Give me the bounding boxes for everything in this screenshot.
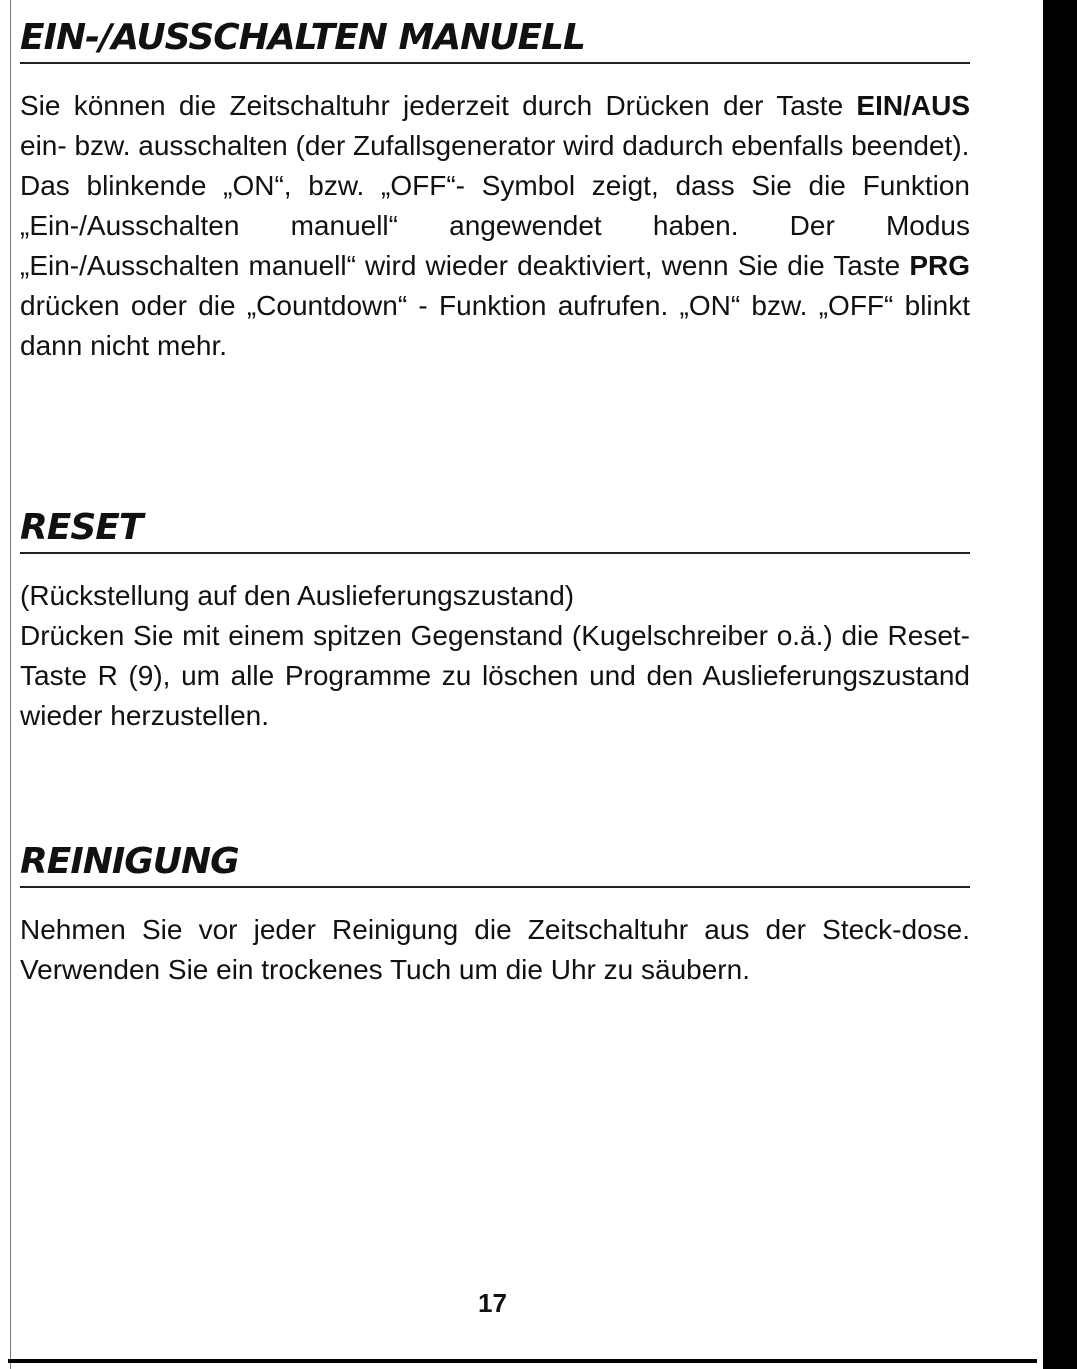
paragraph xyxy=(20,166,970,366)
section-cleaning xyxy=(20,842,970,990)
paragraph xyxy=(20,86,970,166)
section-heading: REINIGUNG xyxy=(20,842,970,888)
scan-left-edge xyxy=(10,0,11,1369)
paragraph-text: Das blinkende „ON“, bzw. „OFF“- Symbol zeigt, dass Sie die Funktion „Ein-/Ausschalten manuell“ angewendet haben. Der Modus „Ein-/Ausschalten manuell“ wird wieder deaktiviert, wenn Sie die Taste xyxy=(20,170,970,281)
section-heading: EIN-/AUSSCHALTEN MANUELL xyxy=(20,18,970,64)
scan-right-edge xyxy=(1043,0,1077,1369)
paragraph-text: drücken oder die „Countdown“ - Funktion aufrufen. „ON“ bzw. „OFF“ blinkt dann nicht mehr. xyxy=(20,290,970,361)
scan-bottom-edge xyxy=(8,1359,1037,1363)
key-name: EIN/AUS xyxy=(856,90,970,121)
key-name: PRG xyxy=(909,250,970,281)
section-reset xyxy=(20,508,970,736)
page-number: 17 xyxy=(478,1288,507,1318)
paragraph-text: ein- bzw. ausschalten (der Zufallsgenerator wird dadurch ebenfalls beendet). xyxy=(20,130,970,161)
section-manual-switching xyxy=(20,18,970,366)
paragraph: Drücken Sie mit einem spitzen Gegenstand (Kugelschreiber o.ä.) die Reset-Taste R (9), um alle Programme zu löschen und den Auslieferungszustand wieder herzustellen. xyxy=(20,620,970,731)
section-heading: RESET xyxy=(20,508,970,554)
paragraph-text: Sie können die Zeitschaltuhr jederzeit durch Drücken der Taste xyxy=(20,90,857,121)
paragraph: Nehmen Sie vor jeder Reinigung die Zeitschaltuhr aus der Steck-dose. Verwenden Sie ein trockenes Tuch um die Uhr zu säubern. xyxy=(20,914,970,985)
paragraph: (Rückstellung auf den Auslieferungszustand) xyxy=(20,580,575,611)
